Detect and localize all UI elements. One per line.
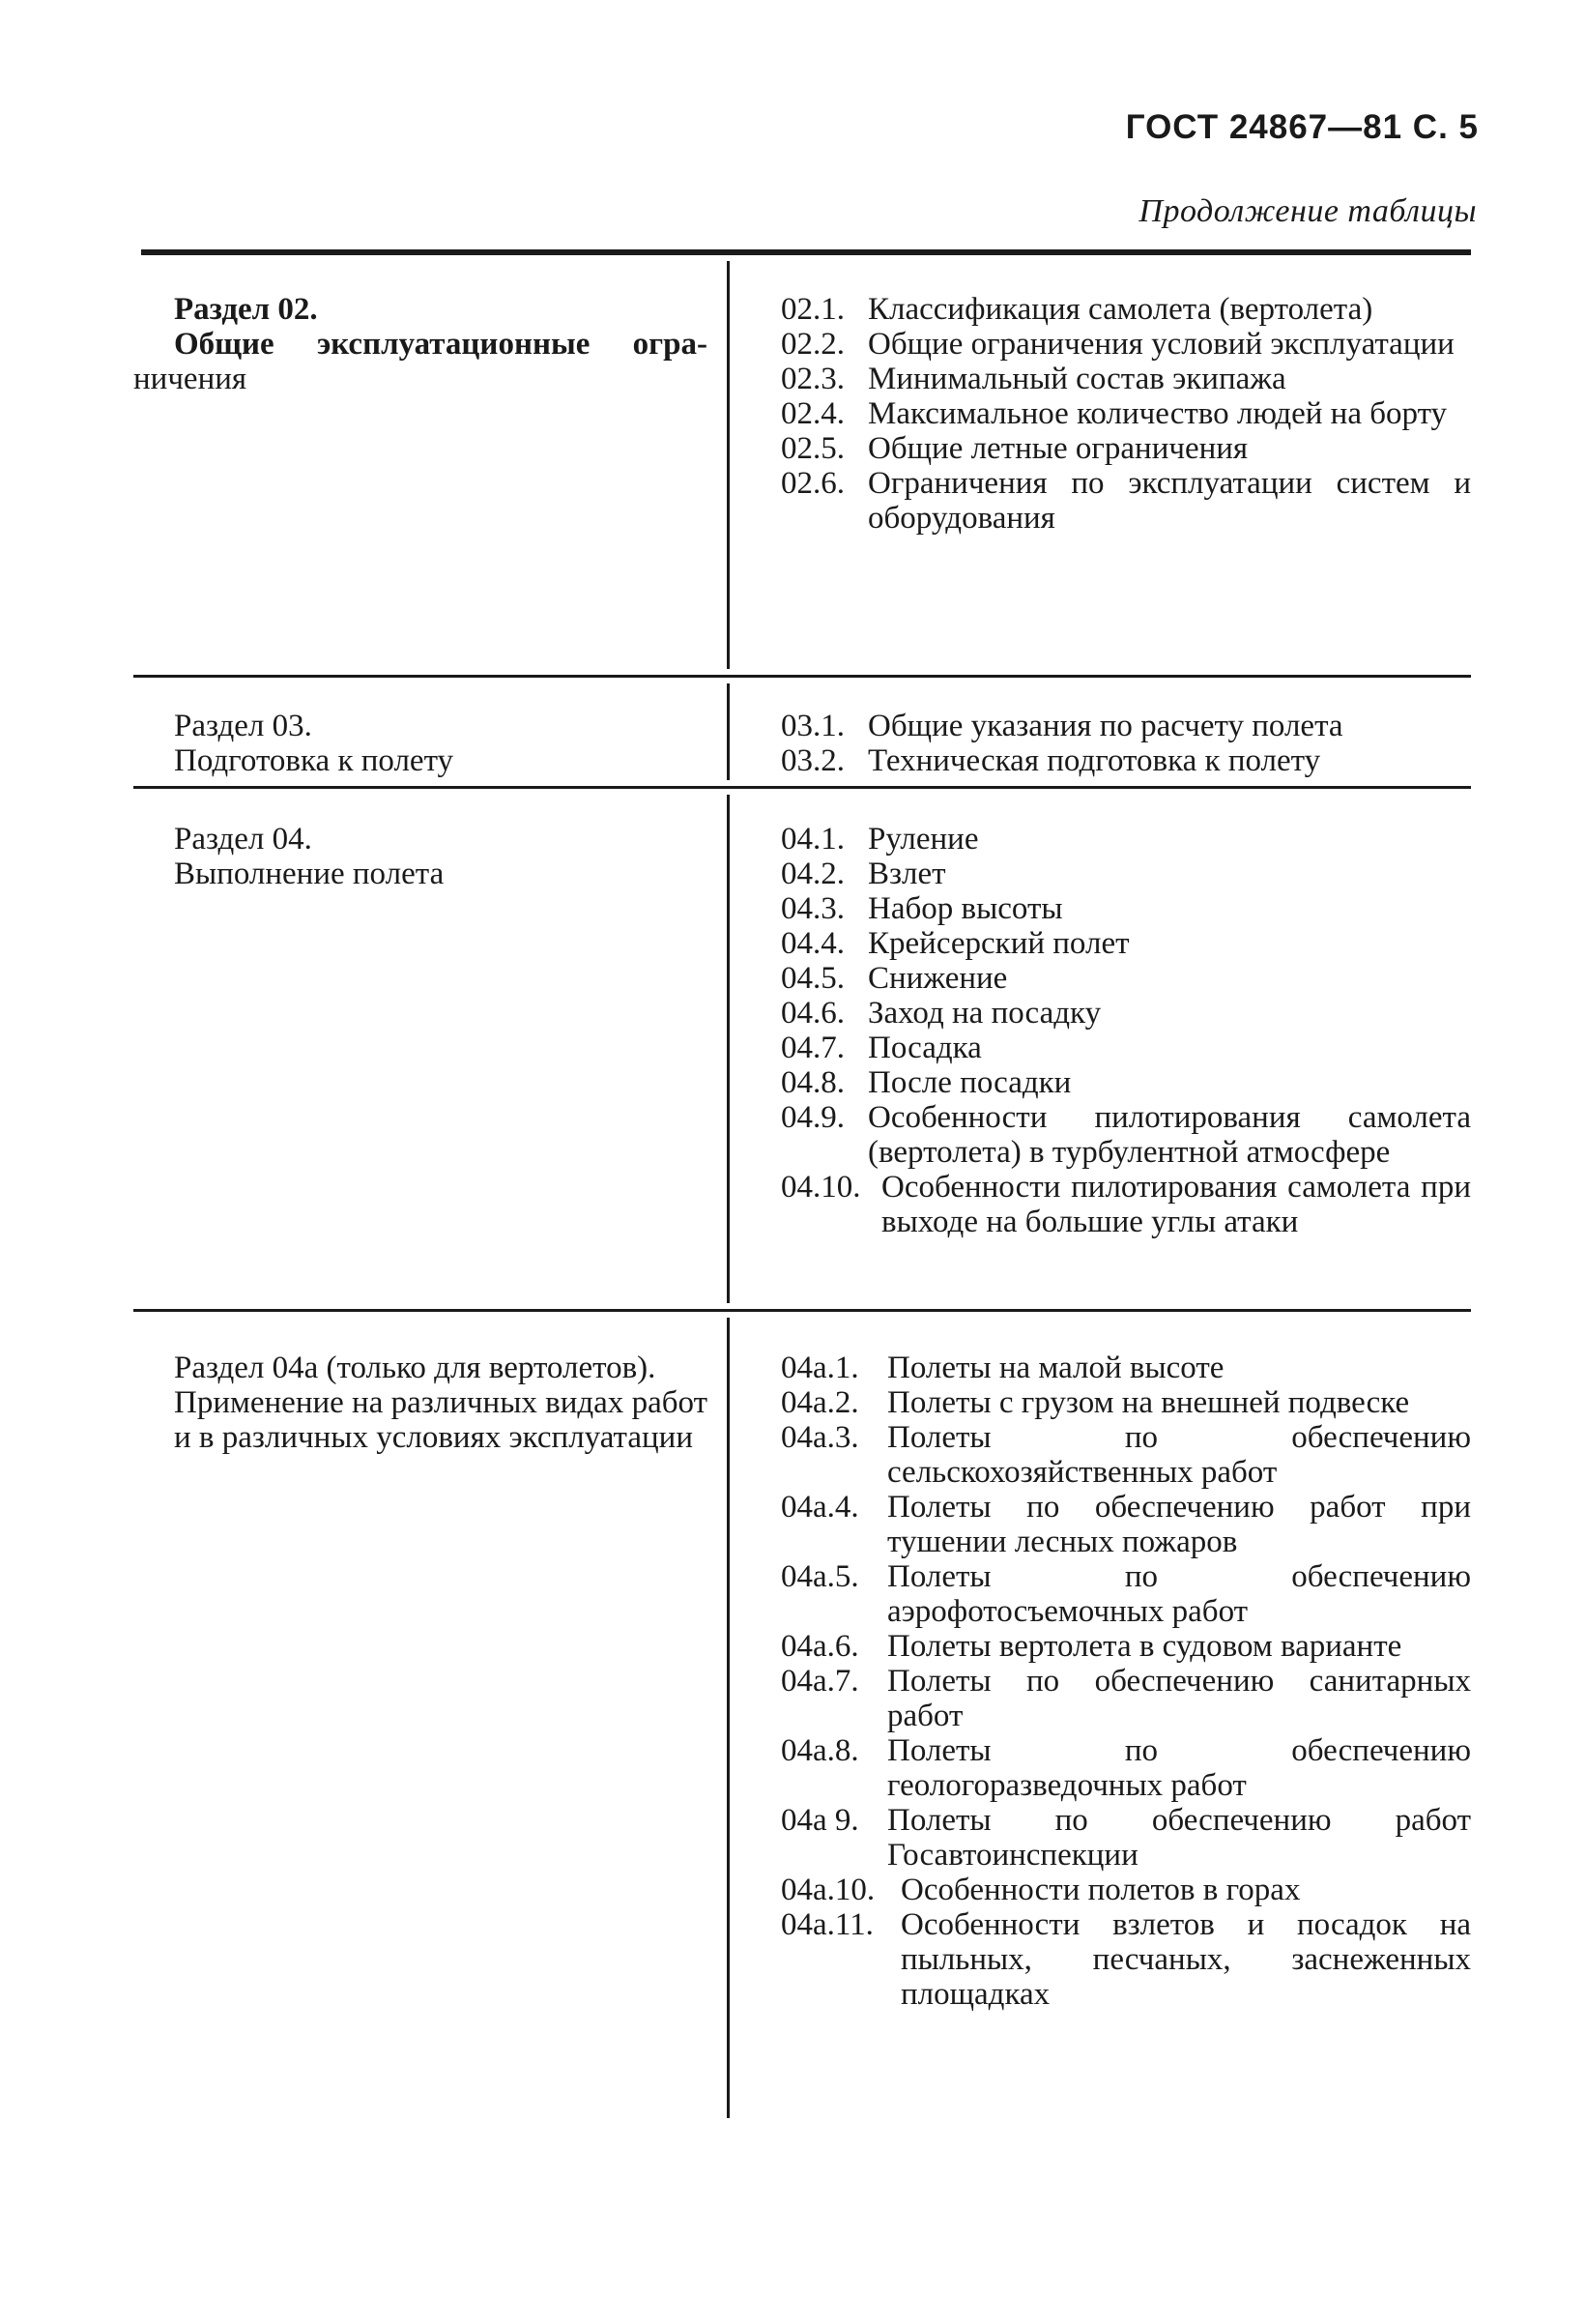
item-text: Ограничения по эксплуатации систем и оборудования — [868, 466, 1471, 536]
item-number: 04а.10. — [781, 1873, 876, 1907]
section-04-name: Выполнение полета — [174, 857, 445, 891]
section-02-name-line-2: ничения — [133, 362, 247, 396]
sections-table — [133, 249, 1471, 2124]
item-number: 04.1. — [781, 822, 845, 857]
list-item — [781, 466, 1471, 536]
item-text: Полеты на малой высоте — [887, 1351, 1225, 1385]
section-04-title: Раздел 04. — [174, 822, 312, 857]
item-text: Техническая подготовка к полету — [868, 743, 1321, 778]
table-row-section-02 — [133, 255, 1471, 675]
section-03-items-cell — [727, 678, 1471, 786]
list-item — [781, 1629, 1471, 1664]
list-item — [781, 1351, 1471, 1385]
item-text: Минимальный состав экипажа — [868, 362, 1286, 396]
item-text: Полеты по обеспечению геологоразведочных работ — [887, 1733, 1471, 1803]
item-text: Максимальное количество людей на борту — [868, 396, 1448, 431]
list-item — [781, 857, 1471, 891]
list-item — [781, 396, 1471, 431]
list-item — [781, 926, 1471, 961]
item-number: 04а 9. — [781, 1803, 859, 1838]
list-item — [781, 1031, 1471, 1065]
item-text: Посадка — [868, 1031, 982, 1065]
item-number: 04.9. — [781, 1100, 845, 1135]
table-row-section-03 — [133, 678, 1471, 786]
column-divider — [727, 683, 730, 780]
list-item — [781, 1907, 1471, 2012]
column-divider — [727, 795, 730, 1303]
list-item — [781, 1664, 1471, 1733]
column-divider — [727, 1318, 730, 2118]
list-item — [781, 743, 1471, 778]
section-04a-heading-cell — [133, 1312, 727, 2124]
section-02-heading-cell — [133, 255, 727, 675]
item-number: 04а.4. — [781, 1490, 859, 1525]
list-item — [781, 1385, 1471, 1420]
item-text: Общие летные ограничения — [868, 431, 1249, 466]
list-item — [781, 709, 1471, 743]
table-row-section-04 — [133, 789, 1471, 1309]
item-number: 03.2. — [781, 743, 845, 778]
section-02-name-line-1: Общие эксплуатационные огра- — [174, 327, 707, 362]
item-number: 04а.11. — [781, 1907, 874, 1942]
item-text: Полеты по обеспечению санитарных работ — [887, 1664, 1471, 1733]
item-number: 03.1. — [781, 709, 845, 743]
section-04-items-cell — [727, 789, 1471, 1309]
item-text: Крейсерский полет — [868, 926, 1130, 961]
section-02-title: Раздел 02. — [174, 292, 318, 327]
item-number: 04.5. — [781, 961, 845, 996]
list-item — [781, 1490, 1471, 1559]
section-03-heading-cell — [133, 678, 727, 786]
item-text: Классификация самолета (вертолета) — [868, 292, 1373, 327]
list-item — [781, 1170, 1471, 1239]
section-02-items-cell — [727, 255, 1471, 675]
item-text: Полеты по обеспечению работ Госавтоинспекции — [887, 1803, 1471, 1873]
item-text: Особенности полетов в горах — [901, 1873, 1301, 1907]
section-04a-title: Раздел 04а (только для вертолетов). — [174, 1351, 656, 1385]
item-number: 04.6. — [781, 996, 845, 1031]
table-continuation-label: Продолжение таблицы — [1138, 193, 1477, 229]
item-number: 04а.5. — [781, 1559, 859, 1594]
section-04a-name: Применение на различных видах работ и в различных условиях эксплуатации — [174, 1385, 707, 1455]
item-text: Полеты вертолета в судовом варианте — [887, 1629, 1402, 1664]
column-divider — [727, 261, 730, 669]
item-text: Общие указания по расчету полета — [868, 709, 1343, 743]
list-item — [781, 961, 1471, 996]
section-04a-items-cell — [727, 1312, 1471, 2124]
item-text: Особенности пилотирования самолета при выходе на большие углы атаки — [881, 1170, 1471, 1239]
item-number: 04.7. — [781, 1031, 845, 1065]
item-number: 02.6. — [781, 466, 845, 501]
item-text: Особенности взлетов и посадок на пыльных, песчаных, заснеженных площадках — [901, 1907, 1471, 2012]
item-text: Полеты с грузом на внешней подвеске — [887, 1385, 1410, 1420]
item-text: После посадки — [868, 1065, 1072, 1100]
item-text: Заход на посадку — [868, 996, 1102, 1031]
item-number: 02.1. — [781, 292, 845, 327]
item-number: 04а.1. — [781, 1351, 859, 1385]
list-item — [781, 292, 1471, 327]
list-item — [781, 891, 1471, 926]
item-number: 04а.7. — [781, 1664, 859, 1699]
item-number: 04.10. — [781, 1170, 861, 1205]
list-item — [781, 1873, 1471, 1907]
item-text: Снижение — [868, 961, 1008, 996]
item-number: 04.3. — [781, 891, 845, 926]
list-item — [781, 996, 1471, 1031]
list-item — [781, 431, 1471, 466]
item-text: Набор высоты — [868, 891, 1063, 926]
item-number: 02.5. — [781, 431, 845, 466]
item-text: Полеты по обеспечению аэрофотосъемочных работ — [887, 1559, 1471, 1629]
list-item — [781, 1733, 1471, 1803]
item-text: Полеты по обеспечению работ при тушении лесных пожаров — [887, 1490, 1471, 1559]
page-header-standard: ГОСТ 24867—81 С. 5 — [1125, 108, 1479, 146]
list-item — [781, 362, 1471, 396]
item-number: 04а.3. — [781, 1420, 859, 1455]
list-item — [781, 822, 1471, 857]
list-item — [781, 1420, 1471, 1490]
list-item — [781, 1065, 1471, 1100]
item-number: 02.2. — [781, 327, 845, 362]
item-text: Полеты по обеспечению сельскохозяйственных работ — [887, 1420, 1471, 1490]
item-number: 02.3. — [781, 362, 845, 396]
item-text: Общие ограничения условий эксплуатации — [868, 327, 1455, 362]
item-number: 04.4. — [781, 926, 845, 961]
section-03-title: Раздел 03. — [174, 709, 312, 743]
table-row-section-04a — [133, 1312, 1471, 2124]
section-03-name: Подготовка к полету — [174, 743, 454, 778]
item-number: 04а.8. — [781, 1733, 859, 1768]
item-number: 02.4. — [781, 396, 845, 431]
item-number: 04а.2. — [781, 1385, 859, 1420]
item-text: Взлет — [868, 857, 946, 891]
list-item — [781, 1100, 1471, 1170]
item-number: 04а.6. — [781, 1629, 859, 1664]
section-04-heading-cell — [133, 789, 727, 1309]
list-item — [781, 1559, 1471, 1629]
item-number: 04.8. — [781, 1065, 845, 1100]
item-number: 04.2. — [781, 857, 845, 891]
list-item — [781, 327, 1471, 362]
list-item — [781, 1803, 1471, 1873]
item-text: Руление — [868, 822, 979, 857]
item-text: Особенности пилотирования самолета (вертолета) в турбулентной атмосфере — [868, 1100, 1471, 1170]
